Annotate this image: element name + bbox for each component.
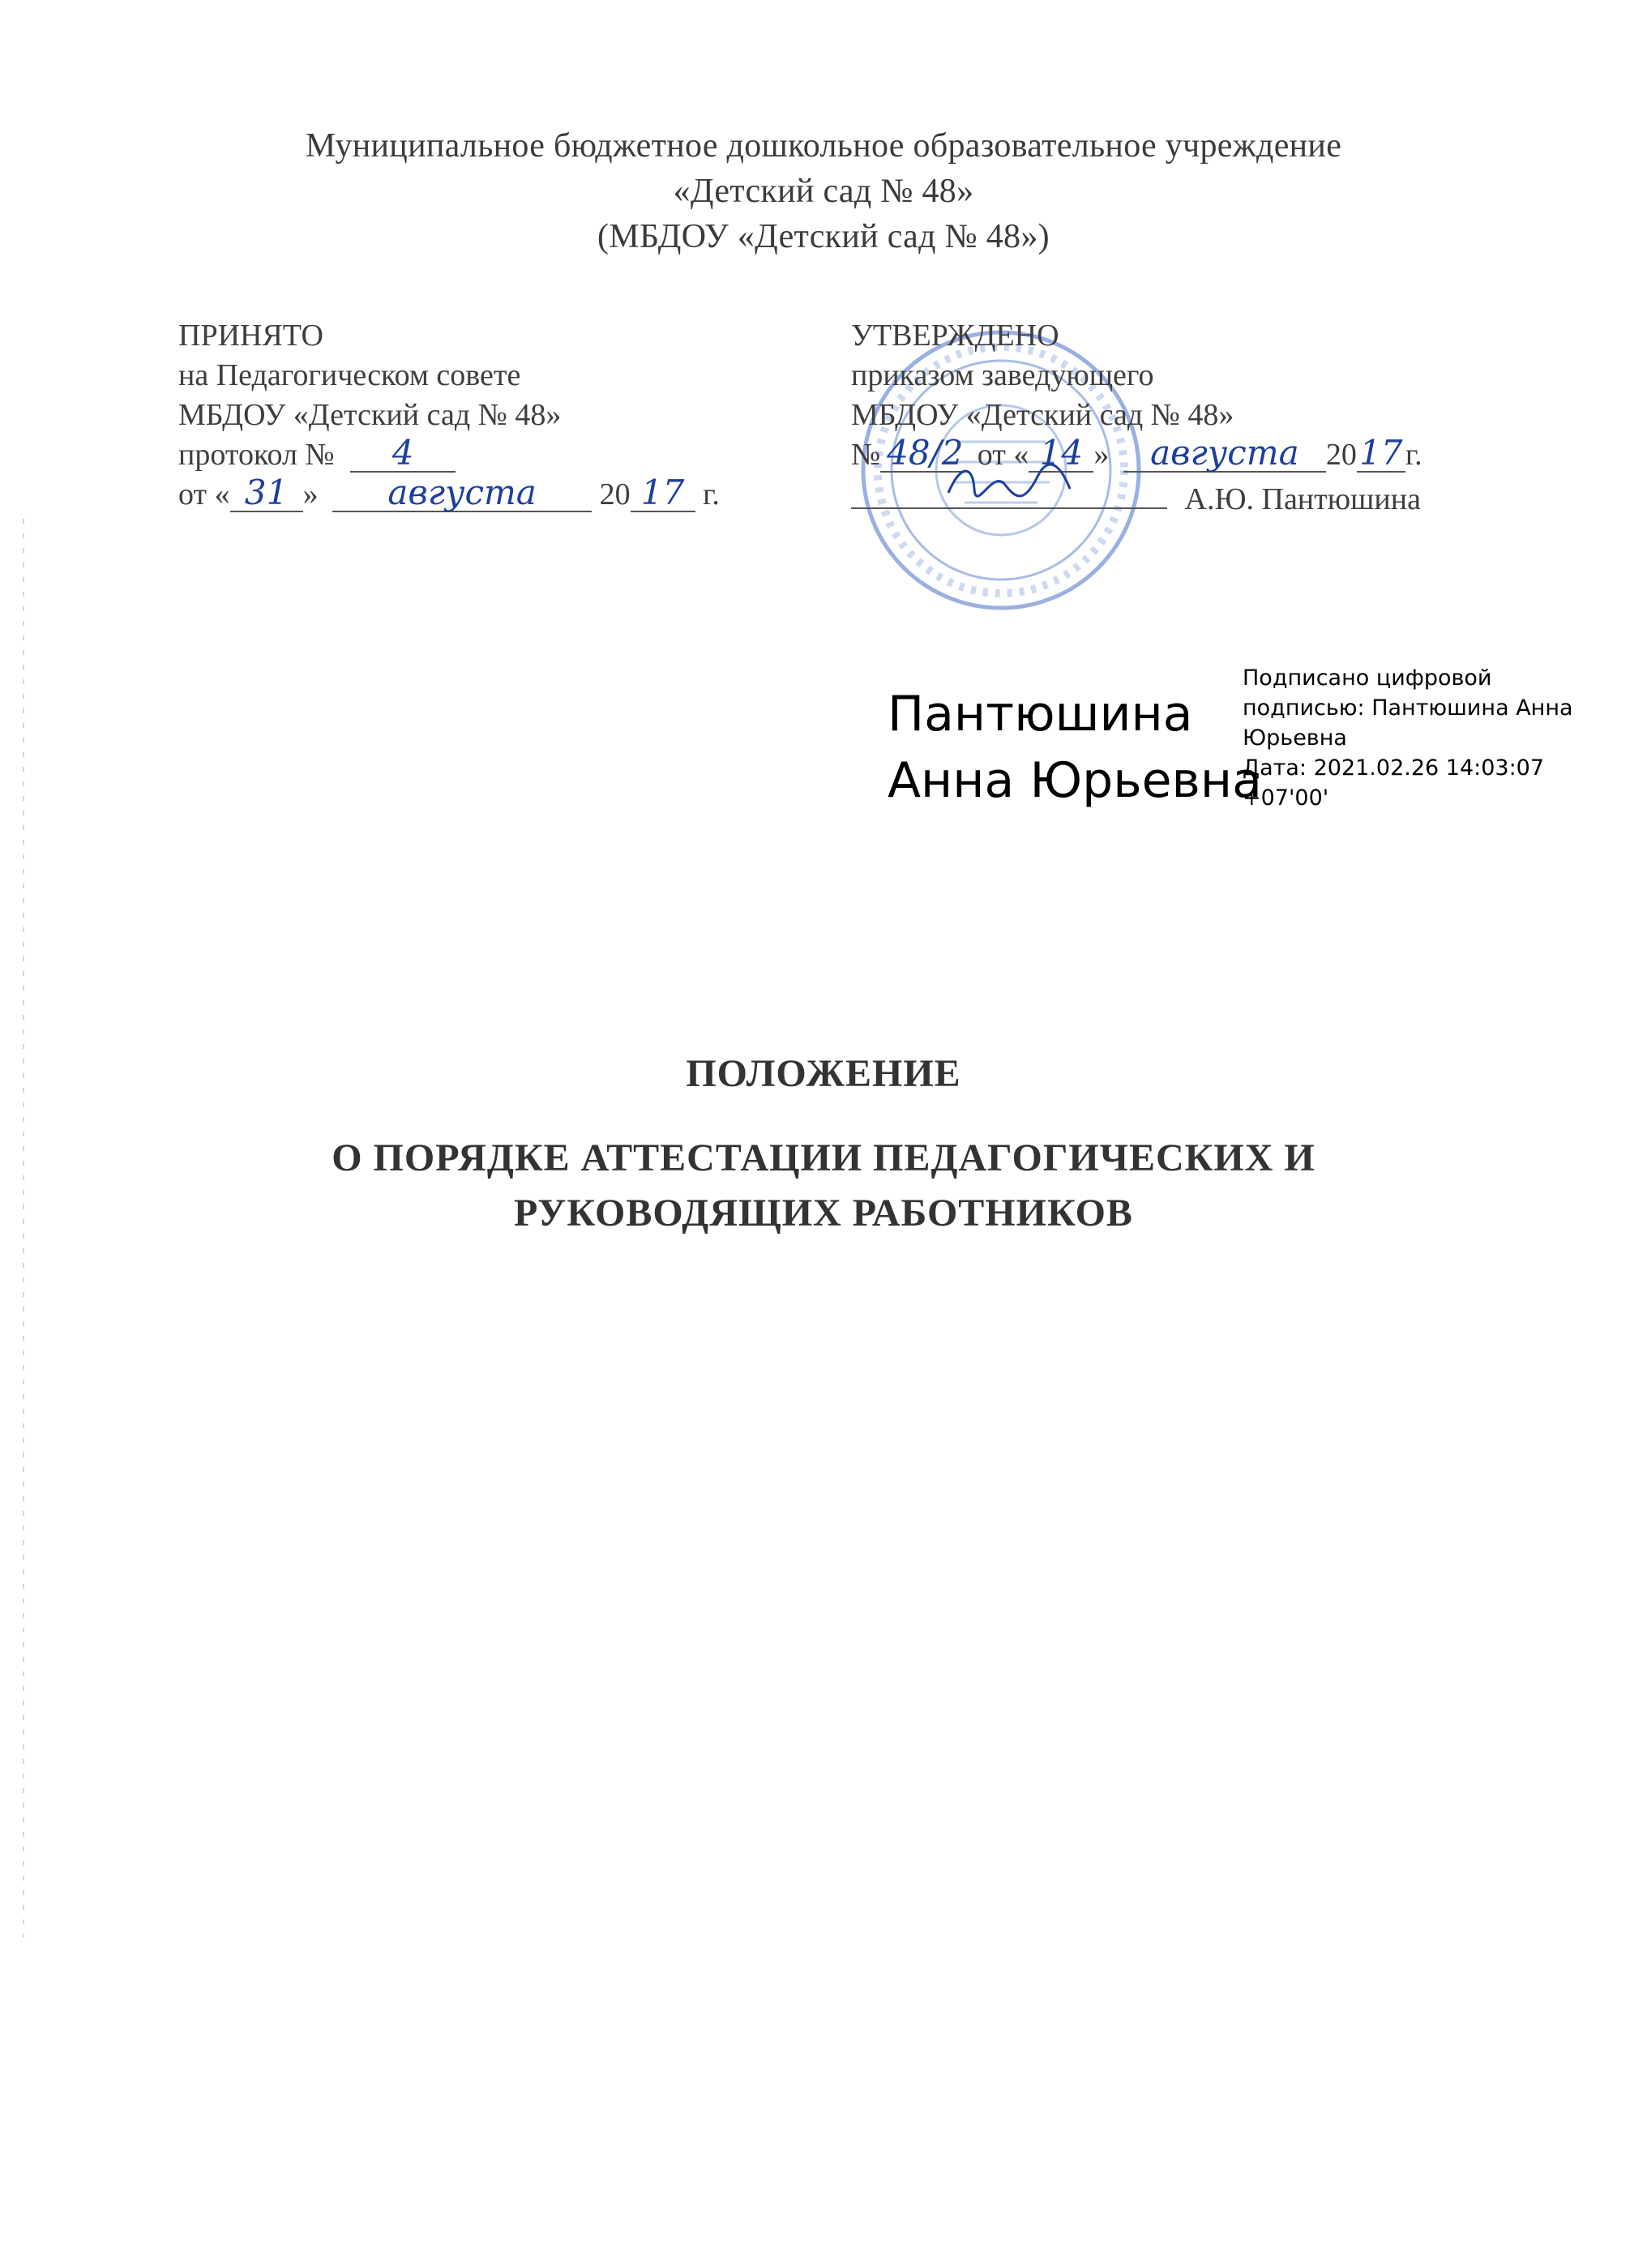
document-subtitle (0, 1131, 1647, 1241)
date-prefix: от « (178, 477, 230, 511)
approved-heading: УТВЕРЖДЕНО (851, 319, 1059, 353)
date-month-handwritten: августа (1123, 435, 1326, 473)
signature-timezone-line: +07'00' (1243, 785, 1329, 811)
accepted-org: МБДОУ «Детский сад № 48» (178, 398, 562, 432)
year-end: г. (1405, 438, 1422, 472)
accepted-block (178, 316, 720, 515)
approved-org: МБДОУ «Детский сад № 48» (851, 398, 1234, 432)
org-short-name-line: «Детский сад № 48» (673, 173, 974, 210)
document-title: ПОЛОЖЕНИЕ (686, 1052, 961, 1095)
year-end: г. (703, 477, 720, 511)
protocol-prefix: протокол № (178, 438, 335, 472)
org-name-line: Муниципальное бюджетное дошкольное образовательное учреждение (305, 127, 1342, 165)
accepted-heading: ПРИНЯТО (178, 319, 323, 353)
date-mid: » (302, 477, 319, 511)
org-abbreviation-line: (МБДОУ «Детский сад № 48») (597, 218, 1050, 255)
date-mid: » (1093, 438, 1110, 472)
signature-detail-line: Юрьевна (1243, 725, 1347, 751)
date-day-handwritten: 14 (1029, 435, 1093, 473)
handwritten-signature (851, 475, 1167, 509)
accepted-protocol (178, 435, 720, 475)
date-prefix: от « (977, 438, 1029, 472)
order-number-handwritten: 48/2 (880, 435, 969, 473)
signature-surname: Пантюшина (888, 686, 1193, 742)
accepted-council: на Педагогическом совете (178, 358, 521, 392)
signer-name: А.Ю. Пантюшина (1184, 482, 1421, 516)
digital-signature-name (888, 681, 1262, 814)
digital-signature-details (1243, 663, 1632, 813)
protocol-number-handwritten: 4 (350, 435, 456, 473)
year-prefix: 20 (599, 477, 631, 511)
year-suffix-handwritten: 17 (1357, 435, 1405, 473)
date-month-handwritten: августа (332, 475, 592, 512)
signature-given-names: Анна Юрьевна (888, 752, 1262, 809)
approved-block (851, 316, 1422, 515)
date-day-handwritten: 31 (230, 475, 303, 512)
signature-date-line: Дата: 2021.02.26 14:03:07 (1243, 755, 1545, 781)
subtitle-line-1: О ПОРЯДКЕ АТТЕСТАЦИИ ПЕДАГОГИЧЕСКИХ И (332, 1136, 1315, 1179)
accepted-date (178, 475, 720, 515)
approved-order: приказом заведующего (851, 358, 1154, 392)
signature-scribble (851, 460, 1167, 509)
signature-detail-line: Подписано цифровой (1243, 665, 1492, 691)
organization-header (0, 123, 1647, 259)
signature-detail-line: подписью: Пантюшина Анна (1243, 695, 1573, 721)
year-prefix: 20 (1325, 438, 1357, 472)
approved-signature-line (851, 475, 1422, 515)
year-suffix-handwritten: 17 (631, 475, 695, 512)
order-prefix: № (851, 438, 881, 472)
subtitle-line-2: РУКОВОДЯЩИХ РАБОТНИКОВ (514, 1192, 1133, 1235)
